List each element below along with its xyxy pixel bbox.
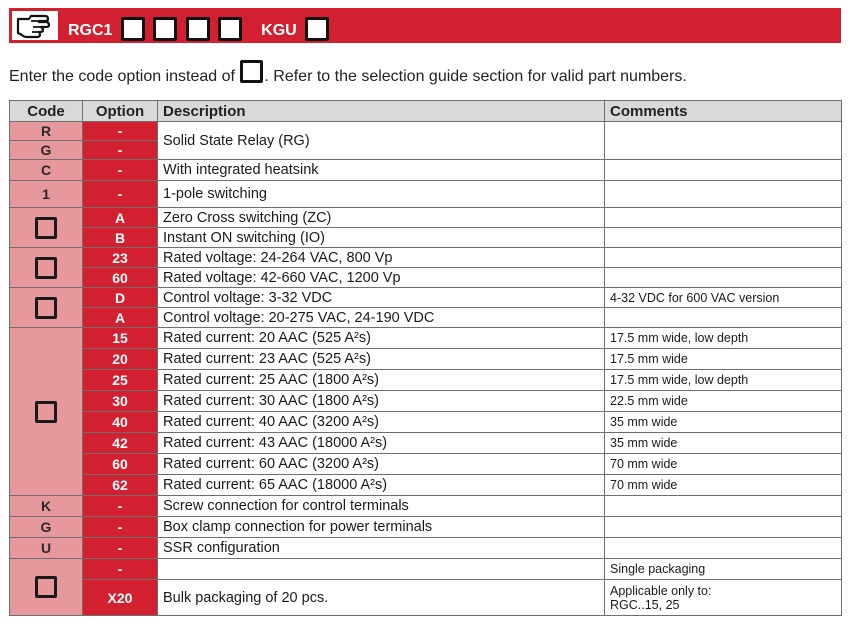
comment-cell: Single packaging [605,559,842,580]
option-cell: 23 [83,248,158,268]
option-cell: 42 [83,433,158,454]
table-row [10,268,842,288]
placeholder-box-5 [305,17,329,41]
placeholder-box-4 [218,17,242,41]
table-row [10,454,842,475]
comment-cell: 22.5 mm wide [605,391,842,412]
comment-cell [605,122,842,160]
description-cell: Rated current: 65 AAC (18000 A²s) [158,475,605,496]
description-cell: Rated voltage: 24-264 VAC, 800 Vp [158,248,605,268]
description-cell: Bulk packaging of 20 pcs. [158,580,605,616]
part-number-suffix: KGU [261,21,297,39]
option-cell: 20 [83,349,158,370]
option-cell: B [83,228,158,248]
option-cell: - [83,559,158,580]
placeholder-box [35,401,57,423]
comment-cell [605,580,842,616]
comment-cell [605,160,842,181]
comment-cell [605,181,842,208]
comment-cell [605,538,842,559]
option-cell: A [83,208,158,228]
table-row [10,391,842,412]
code-cell: R [10,122,83,141]
description-cell: Rated current: 43 AAC (18000 A²s) [158,433,605,454]
code-cell: C [10,160,83,181]
header-banner [9,8,841,43]
table-row [10,228,842,248]
table-row [10,181,842,208]
placeholder-box-inline [240,60,263,83]
placeholder-box-1 [121,17,145,41]
description-cell: Rated current: 25 AAC (1800 A²s) [158,370,605,391]
code-placeholder-cell [10,328,83,496]
description-cell: Control voltage: 3-32 VDC [158,288,605,308]
option-cell: A [83,308,158,328]
description-cell: Zero Cross switching (ZC) [158,208,605,228]
table-header-row [10,101,842,122]
code-option-table [9,100,842,616]
comment-cell: 4-32 VDC for 600 VAC version [605,288,842,308]
pointing-hand-icon [12,11,58,40]
description-cell: 1-pole switching [158,181,605,208]
code-cell: G [10,141,83,160]
description-cell: SSR configuration [158,538,605,559]
comment-cell: 17.5 mm wide [605,349,842,370]
comment-cell [605,496,842,517]
option-cell: 60 [83,268,158,288]
table-row [10,208,842,228]
description-cell: Rated current: 30 AAC (1800 A²s) [158,391,605,412]
option-cell: - [83,160,158,181]
description-cell: With integrated heatsink [158,160,605,181]
table-row [10,122,842,141]
code-placeholder-cell [10,288,83,328]
option-cell: D [83,288,158,308]
description-cell: Solid State Relay (RG) [158,122,605,160]
instruction-before: Enter the code option instead of [9,68,235,85]
comment-cell [605,248,842,268]
comment-cell [605,228,842,248]
description-cell: Rated current: 20 AAC (525 A²s) [158,328,605,349]
comment-cell: 70 mm wide [605,454,842,475]
table-row [10,475,842,496]
option-cell: X20 [83,580,158,616]
placeholder-box-3 [186,17,210,41]
description-cell: Rated current: 23 AAC (525 A²s) [158,349,605,370]
table-row [10,433,842,454]
part-number-prefix: RGC1 [68,21,113,39]
option-cell: 30 [83,391,158,412]
option-cell: - [83,517,158,538]
option-cell: - [83,122,158,141]
table-row [10,370,842,391]
option-cell: 62 [83,475,158,496]
description-cell: Rated current: 40 AAC (3200 A²s) [158,412,605,433]
code-cell: K [10,496,83,517]
table-row [10,580,842,616]
option-cell: 60 [83,454,158,475]
description-cell: Rated voltage: 42-660 VAC, 1200 Vp [158,268,605,288]
code-placeholder-cell [10,208,83,248]
option-cell: - [83,538,158,559]
table-row [10,160,842,181]
comment-cell: 17.5 mm wide, low depth [605,328,842,349]
code-placeholder-cell [10,248,83,288]
option-cell: - [83,181,158,208]
description-cell: Screw connection for control terminals [158,496,605,517]
instruction-text [9,60,687,86]
comment-line-1: Applicable only to: [610,583,712,598]
description-cell [158,559,605,580]
code-cell: U [10,538,83,559]
code-cell: G [10,517,83,538]
table-row [10,412,842,433]
placeholder-box-2 [153,17,177,41]
option-cell: 25 [83,370,158,391]
placeholder-box [35,257,57,279]
part-number-template [68,17,329,41]
instruction-after: . Refer to the selection guide section for valid part numbers. [264,68,687,85]
header-code: Code [10,101,83,122]
table-row [10,517,842,538]
table-row [10,308,842,328]
option-cell: - [83,141,158,160]
comment-cell [605,208,842,228]
description-cell: Box clamp connection for power terminals [158,517,605,538]
code-cell: 1 [10,181,83,208]
comment-cell: 70 mm wide [605,475,842,496]
comment-cell: 35 mm wide [605,412,842,433]
placeholder-box [35,576,57,598]
option-cell: 40 [83,412,158,433]
table-row [10,496,842,517]
comment-cell: 17.5 mm wide, low depth [605,370,842,391]
comment-cell [605,308,842,328]
header-comments: Comments [605,101,842,122]
placeholder-box [35,217,57,239]
option-cell: 15 [83,328,158,349]
header-description: Description [158,101,605,122]
comment-cell [605,268,842,288]
table-row [10,538,842,559]
table-row [10,559,842,580]
description-cell: Rated current: 60 AAC (3200 A²s) [158,454,605,475]
header-option: Option [83,101,158,122]
comment-line-2: RGC..15, 25 [610,597,680,612]
comment-cell [605,517,842,538]
placeholder-box [35,297,57,319]
description-cell: Control voltage: 20-275 VAC, 24-190 VDC [158,308,605,328]
table-row [10,248,842,268]
code-placeholder-cell [10,559,83,616]
comment-cell: 35 mm wide [605,433,842,454]
option-cell: - [83,496,158,517]
table-row [10,288,842,308]
table-row [10,349,842,370]
table-row [10,328,842,349]
description-cell: Instant ON switching (IO) [158,228,605,248]
